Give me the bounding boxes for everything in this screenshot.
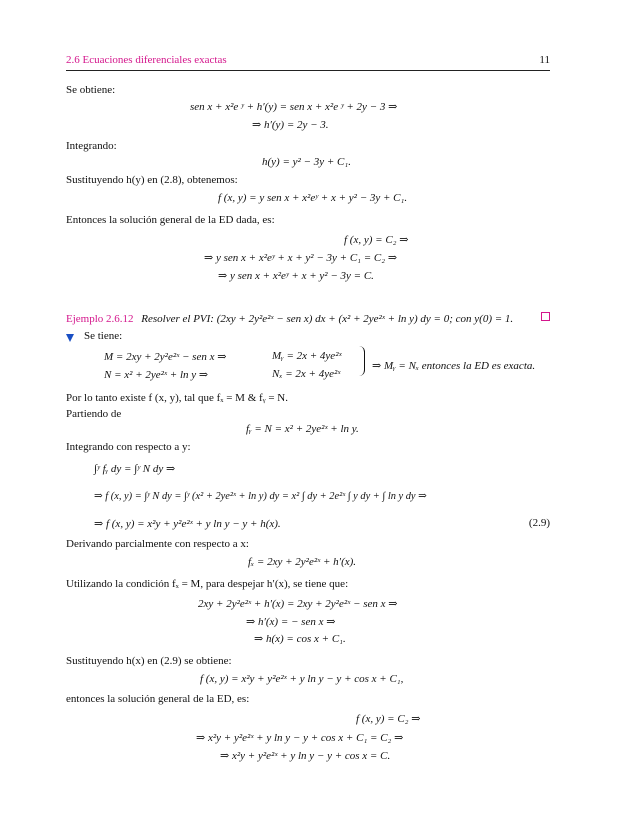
example-label: Ejemplo 2.6.12 (66, 313, 134, 325)
right-brace (358, 346, 365, 376)
section-title: 2.6 Ecuaciones diferenciales exactas (66, 54, 227, 66)
equation: ⇒ f (x, y) = ∫ʸ N dy = ∫ʸ (x² + 2ye²ˣ + ln y) dy = x² ∫ dy + 2e²ˣ ∫ y dy + ∫ ln y dy ⇒ (94, 491, 427, 502)
equation: ⇒ h′(x) = − sen x ⇒ (246, 616, 336, 628)
equation: fᵧ = N = x² + 2ye²ˣ + ln y. (246, 423, 359, 435)
triangle-icon (66, 334, 74, 342)
end-of-proof-icon (541, 312, 550, 321)
equation-system-row: M = 2xy + 2y²e²ˣ − sen x ⇒ (104, 351, 227, 363)
equation: ⇒ x²y + y²e²ˣ + y ln y − y + cos x = C. (220, 750, 391, 762)
equation: f (x, y) = C₂ ⇒ (344, 234, 409, 246)
paragraph: entonces la solución general de la ED, es: (66, 693, 250, 705)
example-heading (66, 313, 513, 325)
header-rule (66, 70, 550, 71)
equation: sen x + x²e ʸ + h′(y) = sen x + x²e ʸ + 2y − 3 ⇒ (190, 101, 398, 113)
equation: h(y) = y² − 3y + C₁. (262, 156, 351, 168)
paragraph: Derivando parcialmente con respecto a x: (66, 538, 249, 550)
paragraph: Partiendo de (66, 408, 122, 420)
paragraph: Sustituyendo h(y) en (2.8), obtenemos: (66, 174, 238, 186)
paragraph: Integrando con respecto a y: (66, 441, 191, 453)
equation: 2xy + 2y²e²ˣ + h′(x) = 2xy + 2y²e²ˣ − sen x ⇒ (198, 598, 398, 610)
equation: ⇒ Mᵧ = Nₓ entonces la ED es exacta. (372, 360, 536, 372)
equation: ⇒ x²y + y²e²ˣ + y ln y − y + cos x + C₁ = C₂ ⇒ (196, 732, 404, 744)
paragraph: Sustituyendo h(x) en (2.9) se obtiene: (66, 655, 232, 667)
paragraph: Utilizando la condición fₓ = M, para despejar h′(x), se tiene que: (66, 578, 349, 590)
page-number: 11 (539, 54, 550, 66)
paragraph: Integrando: (66, 140, 117, 152)
equation: ⇒ h′(y) = 2y − 3. (252, 119, 329, 131)
equation: fₓ = 2xy + 2y²e²ˣ + h′(x). (248, 556, 357, 568)
page-header (66, 54, 550, 68)
example-statement: Resolver el PVI: (2xy + 2y²e²ˣ − sen x) dx + (x² + 2ye²ˣ + ln y) dy = 0; con y(0) = 1. (141, 313, 514, 325)
paragraph: Entonces la solución general de la ED dada, es: (66, 214, 275, 226)
equation: ⇒ h(x) = cos x + C₁. (254, 633, 346, 645)
equation: f (x, y) = y sen x + x²eʸ + x + y² − 3y + C₁. (218, 192, 408, 204)
equation: f (x, y) = C₂ ⇒ (356, 713, 421, 725)
equation: ∫ʸ fᵧ dy = ∫ʸ N dy ⇒ (94, 463, 176, 475)
paragraph: Se obtiene: (66, 84, 116, 96)
equation: f (x, y) = x²y + y²e²ˣ + y ln y − y + cos x + C₁, (200, 673, 404, 685)
equation: ⇒ y sen x + x²eʸ + x + y² − 3y = C. (218, 270, 374, 282)
equation: ⇒ y sen x + x²eʸ + x + y² − 3y + C₁ = C₂ ⇒ (204, 252, 398, 264)
equation-system-row: Nₓ = 2x + 4ye²ˣ (272, 368, 341, 380)
paragraph: Se tiene: (84, 330, 123, 342)
equation-system-row: N = x² + 2ye²ˣ + ln y ⇒ (104, 369, 209, 381)
equation-system-row: Mᵧ = 2x + 4ye²ˣ (272, 350, 342, 362)
equation-number: (2.9) (528, 517, 550, 529)
equation: ⇒ f (x, y) = x²y + y²e²ˣ + y ln y − y + h(x). (94, 518, 281, 530)
paragraph: Por lo tanto existe f (x, y), tal que fₓ = M & fᵧ = N. (66, 392, 288, 404)
